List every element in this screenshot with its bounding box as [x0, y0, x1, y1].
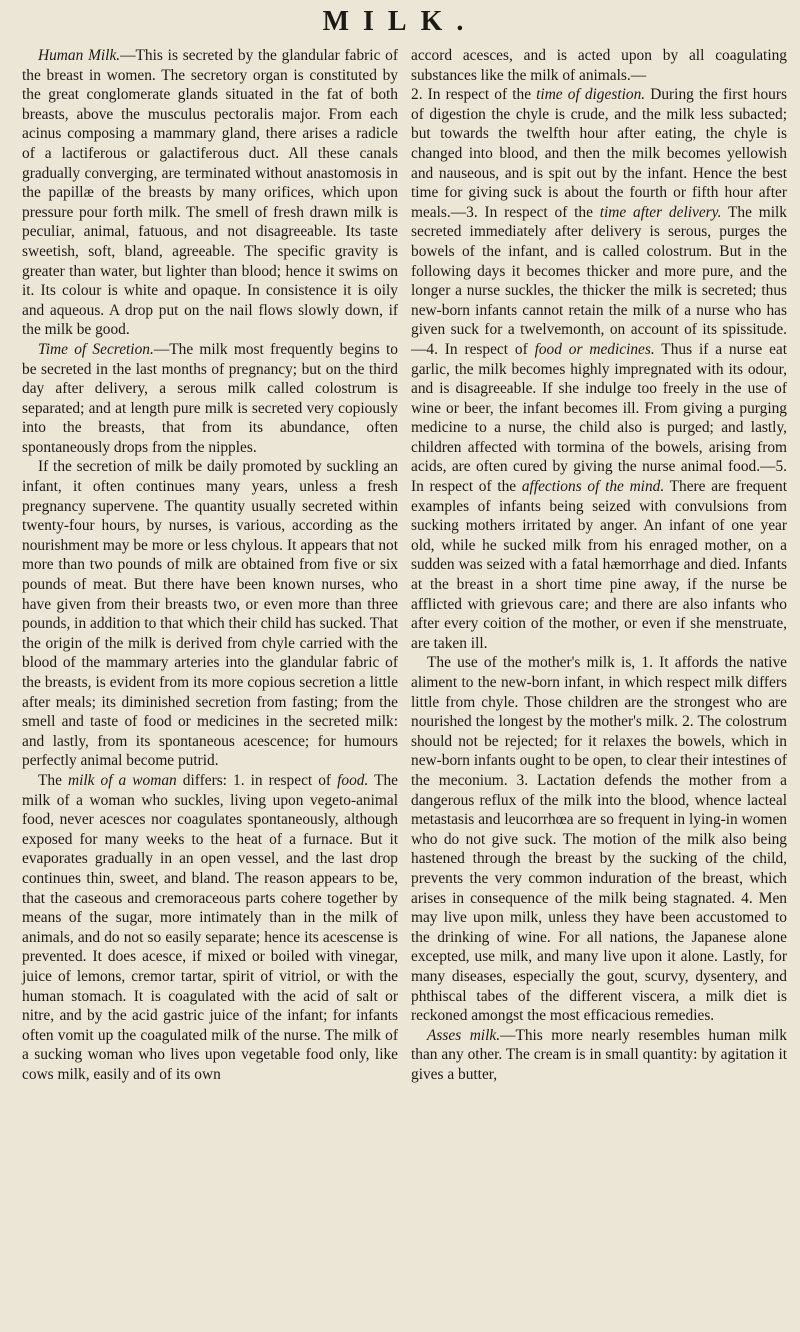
right-column: [411, 46, 787, 1084]
paragraph-asses-milk: [411, 1026, 787, 1085]
paragraph-text: The milk of a woman who suckles, living upon vegeto-animal food, never acesces nor coagulates spontaneously, although exposed for many weeks to the heat of a furnace. But it evaporates gradually in an open vessel, and the last drop continues thin, sweet, and bland. The reason appears to be, that the caseous and cremoraceous parts cohere together by means of the sugar, more intimately than in the milk of animals, and do not so easily separate; hence its acescense is prevented. It does acesce, if mixed or boiled with vinegar, juice of lemons, cremor tartar, spirit of vitriol, or with the human stomach. It is coagulated with the acid of salt or nitre, and by the acid gastric juice of the infant; for infants often vomit up the coagulated milk of the nurse. The milk of a sucking woman who lives upon vegetable food only, like cows milk, easily and of its own: [22, 771, 399, 1083]
section-heading: time of digestion.: [536, 86, 646, 104]
paragraph-milk-differs: The milk of a woman differs: 1. in respect of food. The milk of a woman who suckles, living upon vegeto-animal food, never acesces nor coagulates spontaneously, although exposed for many weeks to the heat of a furnace. But it evaporates gradually in an open vessel, and the last drop continues thin, sweet, and bland. The reason appears to be, that the caseous and cremoraceous parts cohere together by means of the sugar, more intimately than in the milk of animals, and do not so easily separate; hence its acescense is prevented. It does acesce, if mixed or boiled with vinegar, juice of lemons, cremor tartar, spirit of vitriol, or with the human stomach. It is coagulated with the acid of salt or nitre, and by the acid gastric juice of the infant; for infants often vomit up the coagulated milk of the nurse. The milk of a sucking woman who lives upon vegetable food only, like cows milk, easily and of its own: [22, 771, 399, 1083]
paragraph-use-of-milk: The use of the mother's milk is, 1. It affords the native aliment to the new-born infant, in which respect milk differs little from chyle. Those children are the strongest who are nourished the longest by the mother's milk. 2. The colostrum should not be rejected; for it relaxes the bowels, which in new-born infants ought to be open, to clear their intestines of the meconium. 3. Lactation defends the mother from a dangerous reflux of the milk into the blood, whence lacteal metastasis and leucorrhœa are so frequent in lying-in women who do not give suck. The motion of the milk also being hastened through the breast by the sucking of the child, prevents the very common induration of the breast, which arises in consequence of the milk being stagnated. 4. Men may live upon milk, unless they have been accustomed to the drinking of wine. For all nations, the Japanese alone excepted, use milk, and many live upon it alone. Lastly, for many diseases, especially the gout, scurvy, dysentery, and phthiscal tabes of the different viscera, a milk diet is reckoned amongst the most efficacious remedies.: [411, 654, 787, 1025]
paragraph-text: —The milk most frequently begins to be secreted in the last months of pregnancy; but on the third day after delivery, a serous milk called colostrum is separated; and at length pure milk is secreted very copiously into the breasts, that from its abundance, often spontaneously drops from the nipples.: [22, 340, 398, 456]
paragraph-digestion: 2. In respect of the time of digestion. During the first hours of digestion the chyle is crude, and the milk less subacted; but towards the twelfth hour after eating, the chyle is changed into blood, and then the milk becomes yellowish and nauseous, and is spit out by the infant. Hence the best time for giving suck is about the fourth or fifth hour after meals.—3. In respect of the time after delivery. The milk secreted immediately after delivery is serous, purges the bowels of the infant, and is called colostrum. But in the following days it becomes thicker and more pure, and the longer a nurse suckles, the thicker the milk is secreted; thus new-born infants cannot retain the milk of a nurse who has given suck for a twelvemonth, on account of its spissitude.—4. In respect of food or medicines. Thus if a nurse eat garlic, the milk becomes highly impregnated with its odour, and is disagreeable. If she indulge too freely in the use of wine or beer, the infant becomes ill. From giving a purging medicine to a nurse, the child also is purged; and lastly, children affected with tormina of the bowels, arising from acids, are often cured by giving the nurse animal food.—5. In respect of the affections of the mind. There are frequent examples of infants being seized with convulsions from sucking mothers irritated by anger. An infant of one year old, while he sucked milk from his enraged mother, on a sudden was seized with a fatal hæmorrhage and died. Infants at the breast in a short time pine away, if the nurse be afflicted with grievous care; and there are also infants who after every coition of the mother, or even if she menstruate, are taken ill.: [411, 86, 788, 652]
paragraph-text: —This is secreted by the glandular fabric of the breast in women. The secretory organ is constituted by the great conglomerate glands situated in the fat of both breasts, above the musculus pectoralis major. From each acinus composing a mammary gland, there arises a radicle of a lactiferous or galactiferous duct. All these canals gradually converging, are terminated without anastomosis in the papillæ of the breasts by many orifices, which upon pressure pour forth milk. The smell of fresh drawn milk is peculiar, animal, fatuous, and not disagreeable. Its taste sweetish, soft, bland, agreeable. The specific gravity is greater than water, but lighter than blood; hence it swims on it. Its colour is white and opaque. In consistence it is oily and aqueous. A drop put on the nail flows slowly down, if the milk be good.: [22, 47, 398, 339]
left-column: [22, 46, 398, 1084]
paragraph-human-milk: [22, 46, 398, 340]
paragraph-suckling: If the secretion of milk be daily promoted by suckling an infant, it often continues many years, unless a fresh pregnancy supervene. The quantity usually secreted within twenty-four hours, by nurses, is various, according as the nourishment may be more or less chylous. It appears that not more than two pounds of milk are obtained from five or six pounds of meat. But there have been known nurses, who have given from their breasts two, or even more than three pounds, in addition to that which their child has sucked. That the origin of the milk is derived from chyle carried with the blood of the mammary arteries into the glandular fabric of the breasts, is evident from its more copious secretion a little after meals; its diminished secretion from fasting; from the smell and taste of food or medicines in the secreted milk: and lastly, from its spontaneous acescence; for humours perfectly animal become putrid.: [22, 458, 398, 770]
section-heading: time after delivery.: [599, 203, 722, 221]
section-heading: affections of the mind.: [521, 478, 665, 496]
section-heading: Human Milk.: [38, 47, 121, 64]
section-heading: Asses milk.: [427, 1026, 501, 1044]
paragraph-text: —This more nearly resembles human milk than any other. The cream is in small quantity: by agitation it gives a butter,: [411, 1026, 787, 1083]
section-heading: food or medicines.: [534, 340, 655, 358]
section-heading: food.: [337, 771, 369, 789]
paragraph-continuation: accord acesces, and is acted upon by all coagulating substances like the milk of animals.—: [411, 47, 787, 84]
paragraph-time-of-secretion: [22, 340, 398, 458]
section-heading: Time of Secretion.: [38, 340, 154, 358]
section-heading: milk of a woman: [67, 771, 177, 789]
running-header: MILK.: [322, 6, 478, 37]
